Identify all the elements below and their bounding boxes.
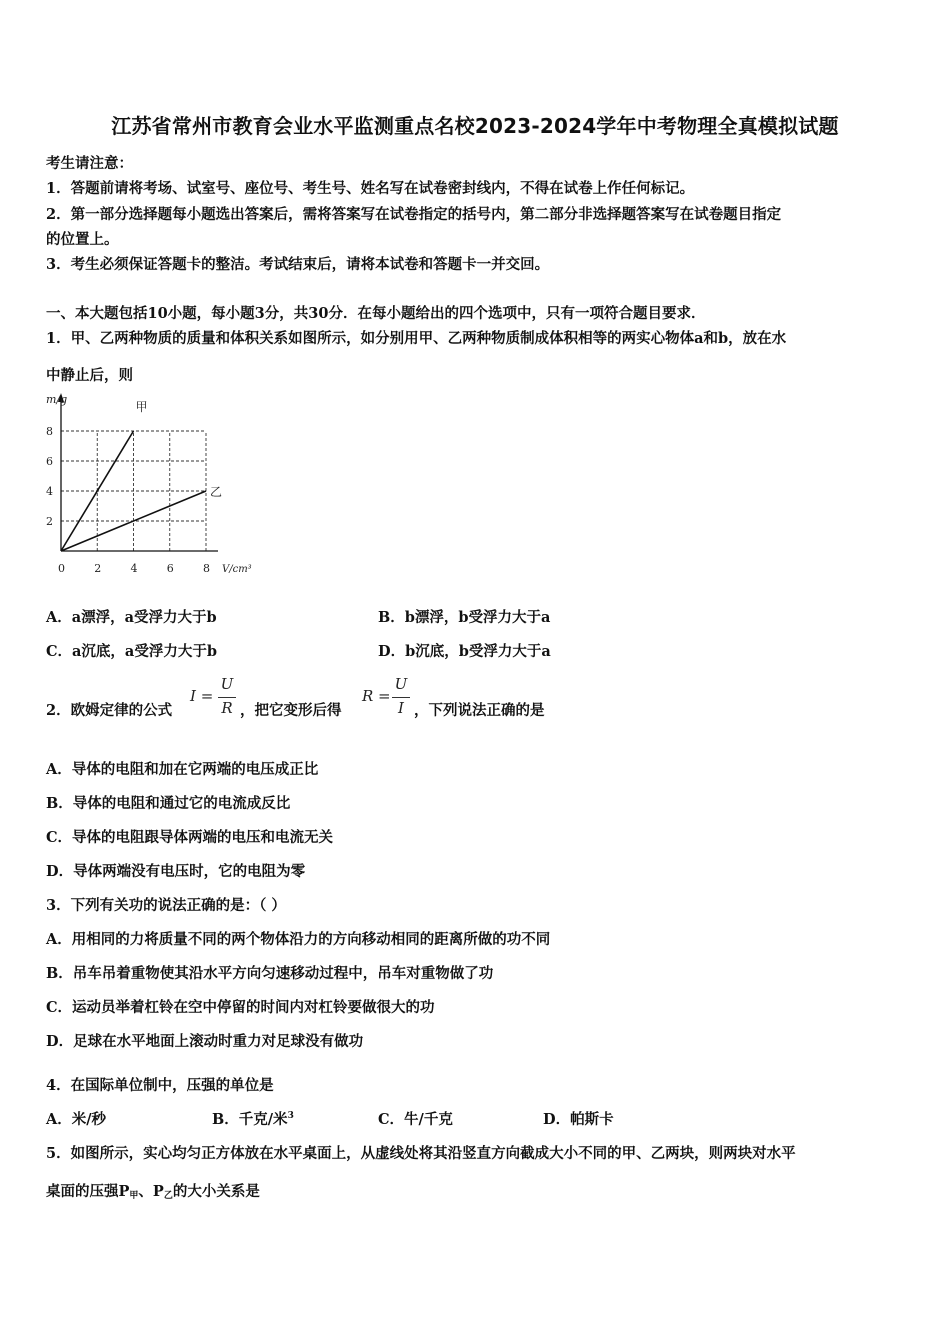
q5-text-c: 的大小关系是 xyxy=(172,1183,260,1200)
series-label-yi: 乙 xyxy=(210,485,223,499)
q5-text-a: 桌面的压强P xyxy=(46,1183,130,1200)
q1-option-a: A．a漂浮，a受浮力大于b xyxy=(46,609,217,626)
q5-stem-line2 xyxy=(46,1180,260,1201)
q5-sub-jia: 甲 xyxy=(129,1191,139,1201)
x-tick-label-2: 2 xyxy=(94,562,102,575)
q4-option-a: A．米/秒 xyxy=(46,1111,107,1128)
q4-option-b-exponent: 3 xyxy=(287,1111,294,1121)
q2-option-b: B．导体的电阻和通过它的电流成反比 xyxy=(46,795,291,812)
q2-stem-mid: ，把它变形后得 xyxy=(240,702,342,719)
q1-stem-line2: 中静止后，则 xyxy=(46,367,133,384)
y-tick-label-4: 4 xyxy=(46,485,53,498)
chart-axes xyxy=(58,393,218,551)
y-tick-label-2: 2 xyxy=(46,515,53,528)
q1-option-d: D．b沉底，b受浮力大于a xyxy=(378,643,551,660)
chart-grid xyxy=(61,431,206,551)
x-tick-label-8: 8 xyxy=(203,562,210,575)
formula-r-bar xyxy=(392,697,410,698)
x-tick-label-4: 4 xyxy=(130,562,138,575)
q4-option-b-text: B．千克/米 xyxy=(212,1111,288,1128)
q5-text-b: 、P xyxy=(138,1183,164,1200)
q2-option-c: C．导体的电阻跟导体两端的电压和电流无关 xyxy=(46,829,334,846)
y-tick-label-8: 8 xyxy=(46,425,53,438)
formula-r-denominator: I xyxy=(398,699,404,717)
chart-labels xyxy=(46,393,252,575)
q3-stem: 3．下列有关功的说法正确的是：（ ） xyxy=(46,897,286,914)
q5-sub-yi: 乙 xyxy=(163,1191,173,1201)
notice-item-1: 1．答题前请将考场、试室号、座位号、考生号、姓名写在试卷密封线内，不得在试卷上作任何标记。 xyxy=(46,180,695,197)
q2-stem-suffix: ，下列说法正确的是 xyxy=(414,702,545,719)
x-tick-label-0: 0 xyxy=(58,562,65,575)
formula-i-denominator: R xyxy=(221,699,233,717)
q1-option-b: B．b漂浮，b受浮力大于a xyxy=(378,609,551,626)
series-label-jia: 甲 xyxy=(135,400,148,414)
y-tick-label-6: 6 xyxy=(46,455,53,468)
q4-option-b xyxy=(212,1108,294,1129)
notice-heading: 考生请注意： xyxy=(46,155,133,172)
x-tick-label-6: 6 xyxy=(166,562,174,575)
q4-stem: 4．在国际单位制中，压强的单位是 xyxy=(46,1077,274,1094)
formula-i-numerator: U xyxy=(220,675,234,693)
q1-option-c: C．a沉底，a受浮力大于b xyxy=(46,643,217,660)
formula-i-bar xyxy=(218,697,236,698)
x-axis-label: V/cm³ xyxy=(222,564,252,575)
q2-option-a: A．导体的电阻和加在它两端的电压成正比 xyxy=(46,761,319,778)
formula-r-numerator: U xyxy=(394,675,408,693)
q3-option-b: B．吊车吊着重物使其沿水平方向匀速移动过程中，吊车对重物做了功 xyxy=(46,965,494,982)
q4-option-d: D．帕斯卡 xyxy=(543,1111,614,1128)
q3-option-d: D．足球在水平地面上滚动时重力对足球没有做功 xyxy=(46,1033,364,1050)
formula-r-lhs-text: R = xyxy=(362,687,391,705)
notice-item-2-cont: 的位置上。 xyxy=(46,231,119,248)
q3-option-a: A．用相同的力将质量不同的两个物体沿力的方向移动相同的距离所做的功不同 xyxy=(46,931,551,948)
q2-stem-prefix: 2．欧姆定律的公式 xyxy=(46,702,173,719)
notice-item-3: 3．考生必须保证答题卡的整洁。考试结束后，请将本试卷和答题卡一并交回。 xyxy=(46,256,550,273)
q3-option-c: C．运动员举着杠铃在空中停留的时间内对杠铃要做很大的功 xyxy=(46,999,435,1016)
section-heading: 一、本大题包括10小题，每小题3分，共30分．在每小题给出的四个选项中，只有一项符合题目要求． xyxy=(46,305,706,322)
q1-stem-line1: 1．甲、乙两种物质的质量和体积关系如图所示，如分别用甲、乙两种物质制成体积相等的两实心物体a和b，放在水 xyxy=(46,330,787,347)
notice-item-2: 2．第一部分选择题每小题选出答案后，需将答案写在试卷指定的括号内，第二部分非选择题答案写在试卷题目指定 xyxy=(46,206,782,223)
q2-option-d: D．导体两端没有电压时，它的电阻为零 xyxy=(46,863,306,880)
y-axis-label: m/g xyxy=(46,393,68,406)
q5-stem-line1: 5．如图所示，实心均匀正方体放在水平桌面上，从虚线处将其沿竖直方向截成大小不同的甲、乙两块，则两块对水平 xyxy=(46,1145,796,1162)
q4-option-c: C．牛/千克 xyxy=(378,1111,453,1128)
formula-i-lhs-text: I = xyxy=(190,687,214,705)
mass-volume-chart xyxy=(40,388,280,583)
exam-title: 江苏省常州市教育会业水平监测重点名校2023-2024学年中考物理全真模拟试题 xyxy=(111,114,839,138)
